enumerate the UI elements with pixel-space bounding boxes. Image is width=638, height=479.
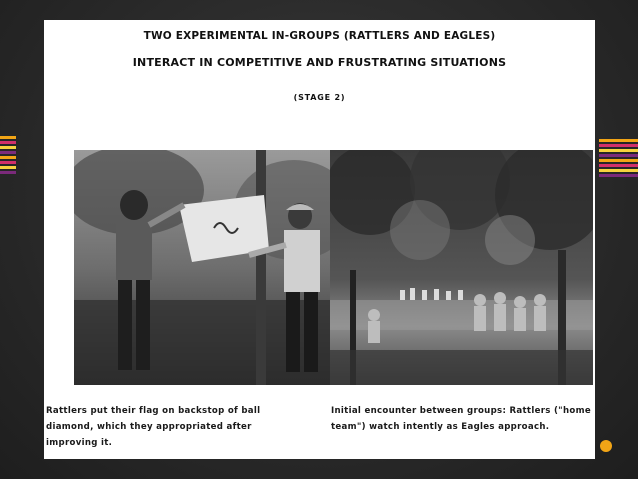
stage-label: (STAGE 2) [293, 93, 346, 102]
photo-groups-encounter [330, 150, 593, 385]
slide-indicator-dot[interactable] [600, 440, 612, 452]
document-page [44, 20, 595, 459]
right-stripe-decoration [599, 139, 638, 179]
left-stripe-decoration [0, 136, 16, 176]
caption-right: Initial encounter between groups: Rattlers ("home team") watch intently as Eagles approach. [331, 406, 591, 432]
caption-left: Rattlers put their flag on backstop of ball diamond, which they appropriated after improving it. [46, 406, 261, 448]
title-line-2: INTERACT IN COMPETITIVE AND FRUSTRATING SITUATIONS [132, 56, 507, 69]
photo-flag-backstop [74, 150, 336, 385]
title-line-1: TWO EXPERIMENTAL IN-GROUPS (RATTLERS AND EAGLES) [143, 30, 496, 42]
